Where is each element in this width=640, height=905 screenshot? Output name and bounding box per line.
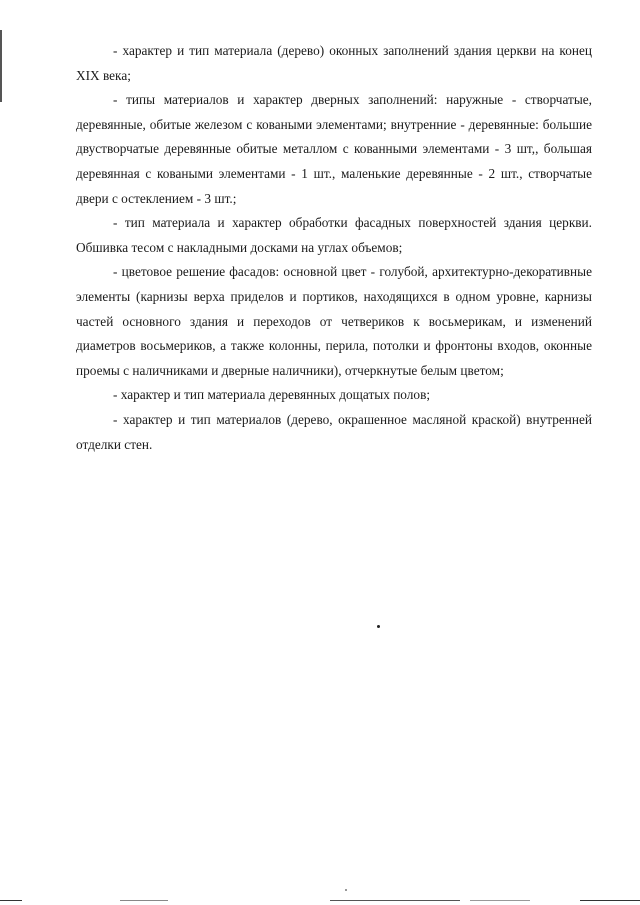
- paragraph-wall-finish: - характер и тип материалов (дерево, окрашенное масляной краской) внутренней отделки стен.: [76, 411, 592, 452]
- scan-edge-line: [330, 900, 460, 901]
- scan-dot-mark: [377, 625, 380, 628]
- scan-edge-line: [470, 900, 530, 901]
- paragraph-facade-surfaces: - тип материала и характер обработки фасадных поверхностей здания церкви. Обшивка тесом с накладными досками на углах объемов;: [76, 215, 592, 255]
- scan-edge-line: [580, 900, 640, 901]
- paragraph-facade-colors: - цветовое решение фасадов: основной цвет - голубой, архитектурно-декоративные элементы (карнизы верха приделов и портиков, находящихся в одном уровне, карнизы частей основного здания и переходов от четвериков к восьмерикам, и изменений диаметров восьмериков, а также колонны, перила, потолки и фронтоны входов, оконные проемы с наличниками и дверные наличники), отчеркнутые белым цветом;: [76, 264, 592, 378]
- scan-speck: [345, 889, 347, 891]
- scan-edge-line: [0, 900, 22, 901]
- paragraph-window-fillings: - характер и тип материала (дерево) оконных заполнений здания церкви на конец XIX века;: [76, 43, 592, 83]
- paragraph-floors: - характер и тип материала деревянных дощатых полов;: [113, 387, 431, 403]
- scan-edge-line: [120, 900, 168, 901]
- scan-margin-mark: [0, 30, 2, 102]
- paragraph-door-fillings: - типы материалов и характер дверных заполнений: наружные - створчатые, деревянные, обитые железом с коваными элементами; внутренние - деревянные: большие двустворчатые деревянные обитые металлом с кованными элементами - 3 шт,, большая деревянная с коваными элементами - 1 шт., маленькие деревянные - 2 шт., створчатые двери с остеклением - 3 шт.;: [76, 92, 592, 206]
- document-body: [76, 39, 592, 457]
